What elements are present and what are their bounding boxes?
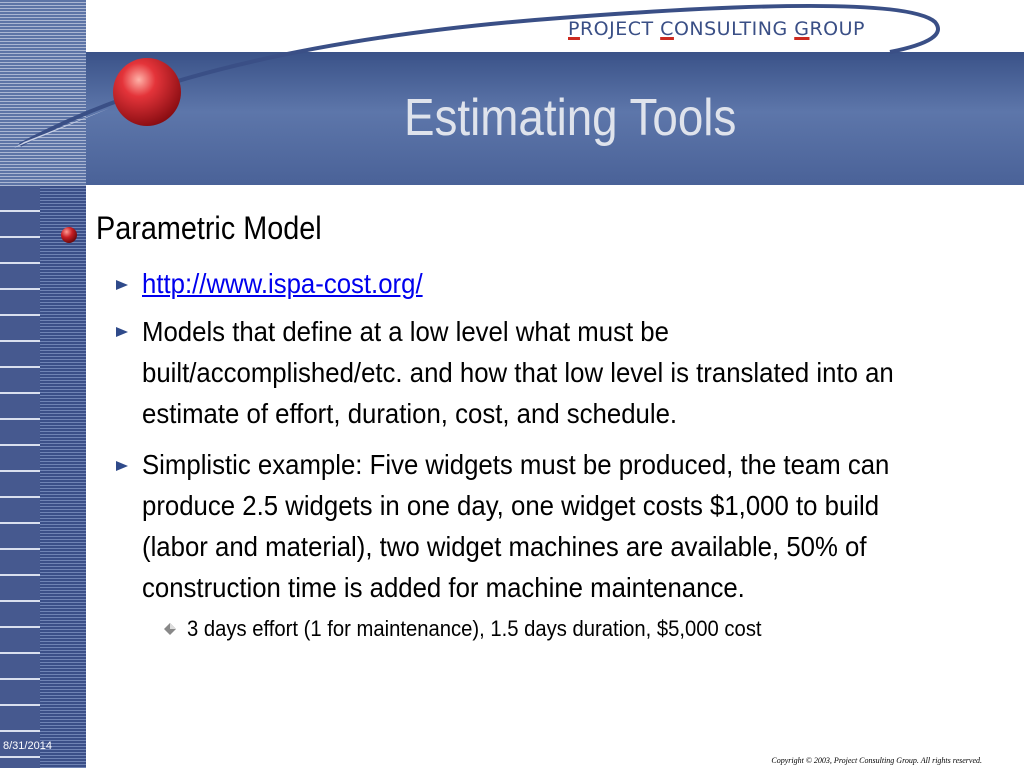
copyright-notice: Copyright © 2003, Project Consulting Group. All rights reserved. [771,756,982,765]
models-definition-item [142,311,970,434]
isp-link-item [142,263,970,304]
brand-part-3: GROUP [794,18,865,40]
text-line: produce 2.5 widgets in one day, one widget costs $1,000 to build [142,490,880,521]
text-line: (labor and material), two widget machines are available, 50% of [142,531,867,562]
arrow-bullet-icon [115,325,129,339]
brand-part-2: CONSULTING [660,18,795,40]
simplistic-example-item [142,444,970,608]
ispa-link[interactable]: http://www.ispa-cost.org/ [142,268,423,299]
text-line: construction time is added for machine maintenance. [142,572,745,603]
bullet-parametric-model: Parametric Model [96,210,322,246]
text-line: Simplistic example: Five widgets must be produced, the team can [142,449,890,480]
slide-title: Estimating Tools [404,89,737,147]
text-line: built/accomplished/etc. and how that low level is translated into an [142,357,894,388]
text-line: Models that define at a low level what must be [142,316,669,347]
text-line: estimate of effort, duration, cost, and schedule. [142,398,678,429]
slide-date: 8/31/2014 [3,740,52,752]
arrow-bullet-icon [115,459,129,473]
diamond-bullet-icon [163,622,177,636]
brand-part-1: PROJECT [568,18,661,40]
round-bullet-icon [60,226,78,244]
arrow-bullet-icon [115,278,129,292]
example-result-subitem: 3 days effort (1 for maintenance), 1.5 days duration, $5,000 cost [187,616,762,641]
